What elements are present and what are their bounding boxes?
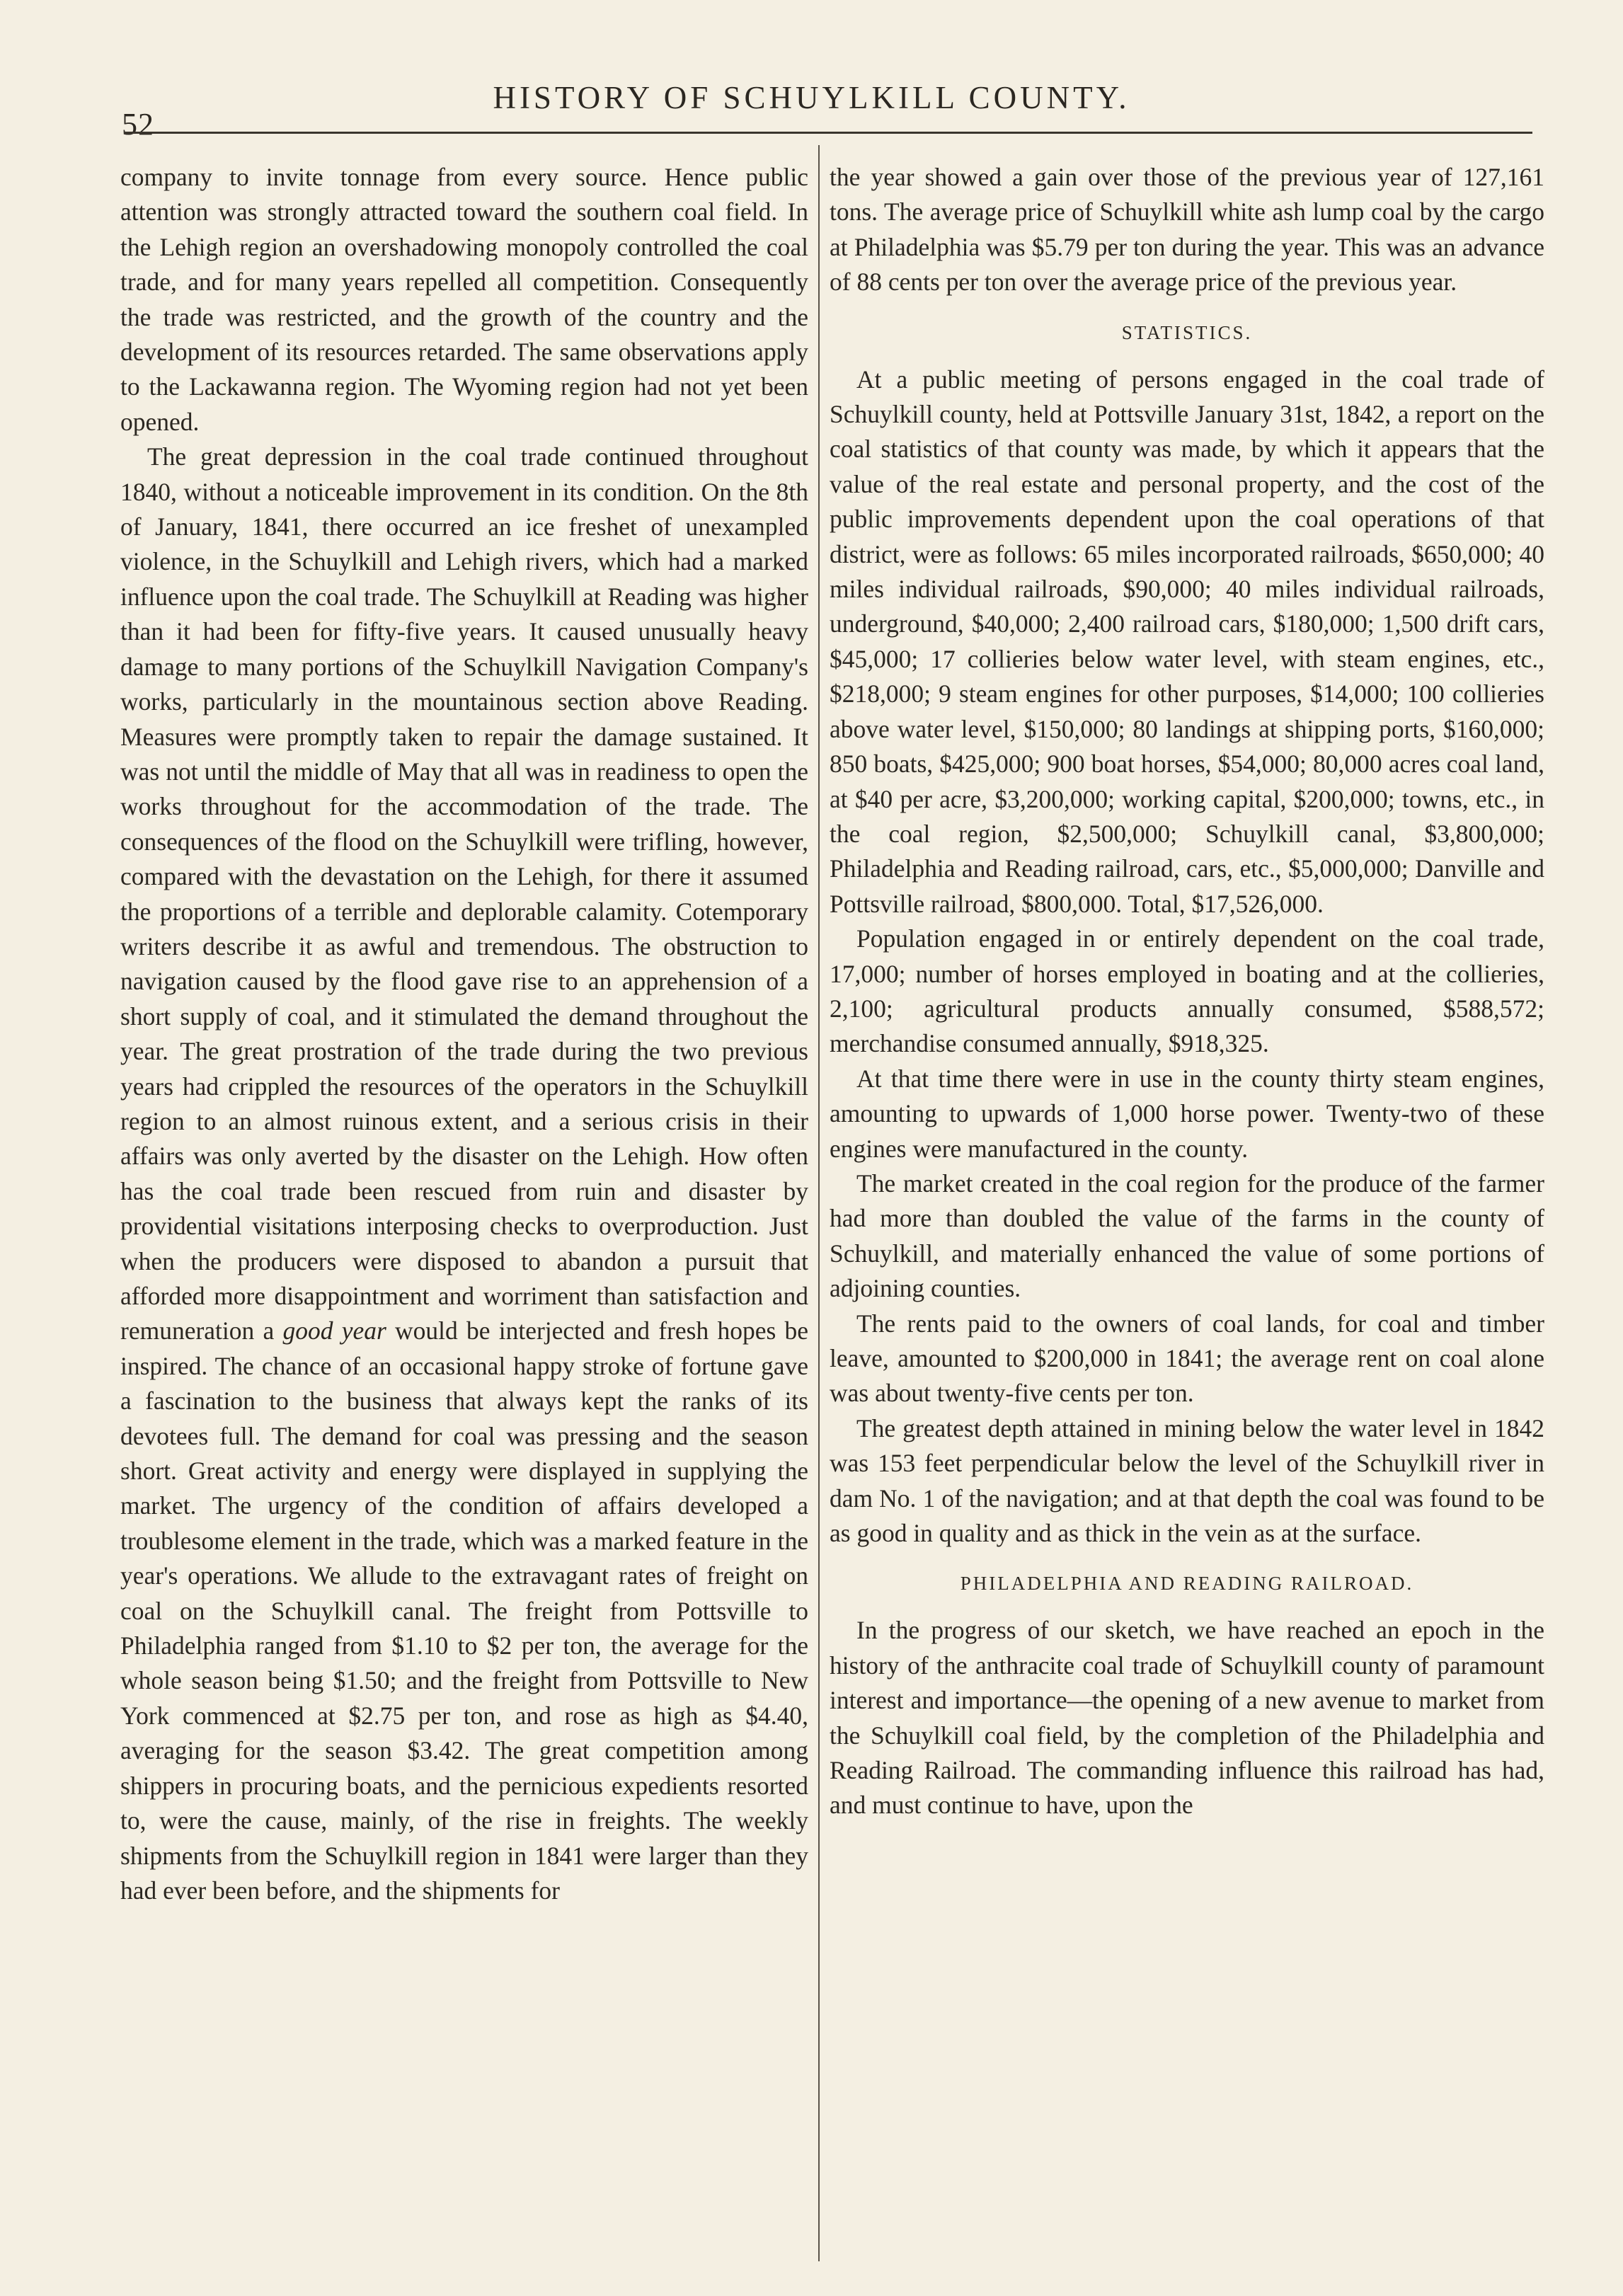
left-column xyxy=(120,160,808,1908)
railroad-heading: PHILADELPHIA AND READING RAILROAD. xyxy=(960,1573,1414,1595)
right-column xyxy=(830,160,1544,1823)
right-paragraph-8: In the progress of our sketch, we have reached an epoch in the history of the anthracite coal trade of Schuylkill county of paramount interest and importance—the opening of a new avenue to market from the Schuylkill coal field, by the completion of the Philadelphia and Reading Railroad. The commanding influence this railroad has had, and must continue to have, upon the xyxy=(830,1616,1544,1820)
emphasis-good-year: good year xyxy=(282,1316,386,1345)
header-rule xyxy=(124,132,1532,134)
right-paragraph-1: the year showed a gain over those of the previous year of 127,161 tons. The average price of Schuylkill white ash lump coal by the cargo at Philadelphia was $5.79 per ton during the year. This was an advance of 88 cents per ton over the average price of the previous year. xyxy=(830,163,1544,297)
statistics-heading: STATISTICS. xyxy=(1121,321,1253,343)
right-paragraph-5: The market created in the coal region for the produce of the farmer had more than doubled the value of the farms in the county of Schuylkill, and materially enhanced the value of some portions of adjoining counties. xyxy=(830,1169,1544,1303)
left-paragraph-2-text-b: would be interjected and fresh hopes be inspired. The chance of an occasional happy stroke of fortune gave a fascination to the business that always kept the ranks of its devotees full. The demand for coal was pressing and the season short. Great activity and energy were displayed in supplying the market. The urgency of the condition of affairs developed a troublesome element in the trade, which was a marked feature in the year's operations. We allude to the extravagant rates of freight on coal on the Schuylkill canal. The freight from Pottsville to Philadelphia ranged from $1.10 to $2 per ton, the average for the whole season being $1.50; and the freight from Pottsville to New York commenced at $2.75 per ton, and rose as high as $4.40, averaging for the season $3.42. The great competition among shippers in procuring boats, and the pernicious expedients resorted to, were the cause, mainly, of the rise in freights. The weekly shipments from the Schuylkill region in 1841 were larger than they had ever been before, and the shipments for xyxy=(120,1316,809,1905)
right-paragraph-2: At a public meeting of persons engaged in the coal trade of Schuylkill county, held at Pottsville January 31st, 1842, a report on the coal statistics of that county was made, by which it appears that the value of the real estate and personal property, and the cost of the public improvements dependent upon the coal operations of that district, were as follows: 65 miles incorporated railroads, $650,000; 40 miles individual railroads, $90,000; 40 miles individual railroads, underground, $40,000; 2,400 railroad cars, $180,000; 1,500 drift cars, $45,000; 17 collieries below water level, with steam engines, etc., $218,000; 9 steam engines for other purposes, $14,000; 100 collieries above water level, $150,000; 80 landings at shipping ports, $160,000; 850 boats, $425,000; 900 boat horses, $54,000; 80,000 acres coal land, at $40 per acre, $3,200,000; working capital, $200,000; towns, etc., in the coal region, $2,500,000; Schuylkill canal, $3,800,000; Philadelphia and Reading railroad, cars, etc., $5,000,000; Danville and Pottsville railroad, $800,000. Total, $17,526,000. xyxy=(830,365,1544,918)
left-paragraph-2-text-a: The great depression in the coal trade continued throughout 1840, without a noticeable improvement in its condition. On the 8th of January, 1841, there occurred an ice freshet of unexampled violence, in the Schuylkill and Lehigh rivers, which had a marked influence upon the coal trade. The Schuylkill at Reading was higher than it had been for fifty-five years. It caused unusually heavy damage to many portions of the Schuylkill Navigation Company's works, particularly in the mountainous section above Reading. Measures were promptly taken to repair the damage sustained. It was not until the middle of May that all was in readiness to open the works throughout for the accommodation of the trade. The consequences of the flood on the Schuylkill were trifling, however, compared with the devastation on the Lehigh, for there it assumed the proportions of a terrible and deplorable calamity. Cotemporary writers describe it as awful and tremendous. The obstruction to navigation caused by the flood gave rise to an apprehension of a short supply of coal, and it stimulated the demand throughout the year. The great prostration of the trade during the two previous years had crippled the resources of the operators in the Schuylkill region to an almost ruinous extent, and a serious crisis in their affairs was only averted by the disaster on the Lehigh. How often has the coal trade been rescued from ruin and disaster by providential visitations interposing checks to overproduction. Just when the producers were disposed to abandon a pursuit that afforded more disappointment and worriment than satisfaction and remuneration a xyxy=(120,442,808,1345)
left-paragraph-1: company to invite tonnage from every source. Hence public attention was strongly attracted toward the southern coal field. In the Lehigh region an overshadowing monopoly controlled the coal trade, and for many years repelled all competition. Consequently the trade was restricted, and the growth of the country and the development of its resources retarded. The same observations apply to the Lackawanna region. The Wyoming region had not yet been opened. xyxy=(120,163,808,436)
column-divider xyxy=(818,145,820,2261)
right-paragraph-6: The rents paid to the owners of coal lands, for coal and timber leave, amounted to $200,000 in 1841; the average rent on coal alone was about twenty-five cents per ton. xyxy=(830,1309,1544,1408)
running-title: HISTORY OF SCHUYLKILL COUNTY. xyxy=(493,80,1130,115)
right-paragraph-3: Population engaged in or entirely dependent on the coal trade, 17,000; number of horses employed in boating and at the collieries, 2,100; agricultural products annually consumed, $588,572; merchandise consumed annually, $918,325. xyxy=(830,924,1544,1058)
page-number: 52 xyxy=(122,107,154,142)
left-paragraph-2 xyxy=(120,440,808,1908)
right-paragraph-4: At that time there were in use in the county thirty steam engines, amounting to upwards of 1,000 horse power. Twenty-two of these engines were manufactured in the county. xyxy=(830,1064,1544,1163)
right-paragraph-7: The greatest depth attained in mining below the water level in 1842 was 153 feet perpendicular below the level of the Schuylkill river in dam No. 1 of the navigation; and at that depth the coal was found to be as good in quality and as thick in the vein as at the surface. xyxy=(830,1413,1544,1548)
